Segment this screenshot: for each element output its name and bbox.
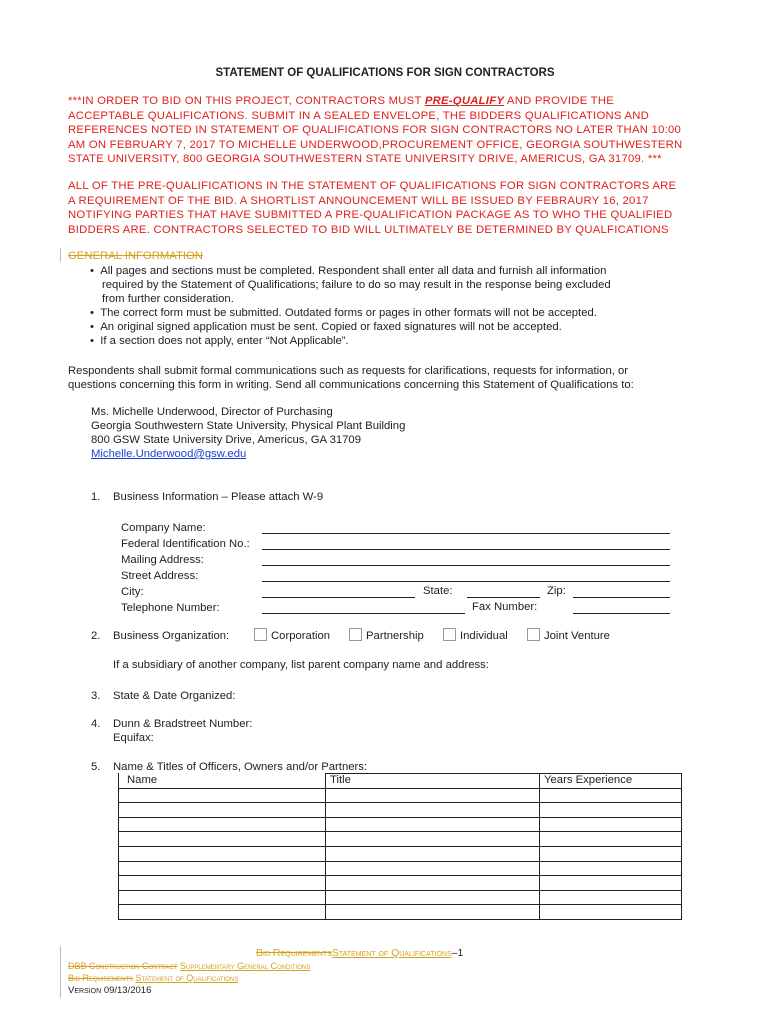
table-row (119, 817, 682, 832)
notice-line: STATE UNIVERSITY, 800 GEORGIA SOUTHWESTERN STATE UNIVERSITY DRIVE, AMERICUS, GA 31709. *** (68, 153, 662, 165)
notice-line: NOTIFYING PARTIES THAT HAVE SUBMITTED A PRE-QUALIFICATION PACKAGE AS TO WHO THE QUALIFIED (68, 209, 673, 221)
state-label: State: (423, 585, 453, 597)
contact-email-link[interactable]: Michelle.Underwood@gsw.edu (91, 448, 247, 460)
table-row (119, 861, 682, 876)
respondents-paragraph (68, 365, 634, 393)
city-label: City: (121, 586, 144, 598)
telephone-label: Telephone Number: (121, 602, 220, 614)
column-header-years: Years Experience (540, 774, 682, 789)
table-row (119, 788, 682, 803)
list-item: • An original signed application must be sent. Copied or faxed signatures will not be accepted. (90, 321, 562, 333)
notice-line: ALL OF THE PRE-QUALIFICATIONS IN THE STATEMENT OF QUALIFICATIONS FOR SIGN CONTRACTORS ARE (68, 180, 677, 192)
table-row (119, 890, 682, 905)
equifax-label: Equifax: (113, 732, 154, 744)
zip-label: Zip: (547, 585, 566, 597)
column-header-title: Title (326, 774, 540, 789)
notice-line: REFERENCES NOTED IN STATEMENT OF QUALIFICATIONS FOR SIGN CONTRACTORS NO LATER THAN 10:00 (68, 124, 682, 136)
notice-line: BIDDERS ARE. CONTRACTORS SELECTED TO BID WILL ULTIMATELY BE DETERMINED BY QUALFICATIONS (68, 223, 669, 236)
business-info-labels (121, 520, 250, 616)
list-item-cont: from further consideration. (102, 293, 234, 305)
footer-page-label: Bid RequirementsStatement of Qualifications–1 (256, 947, 464, 959)
contact-address: 800 GSW State University Drive, Americus, GA 31709 (91, 434, 361, 446)
prequalify-notice (68, 95, 682, 168)
joint-venture-checkbox[interactable]: Joint Venture (527, 628, 610, 642)
fein-label: Federal Identification No.: (121, 538, 250, 550)
dnb-label: Dunn & Bradstreet Number: (113, 718, 253, 730)
footer-line-2: DBB Construction Contract Supplementary General Conditions (68, 961, 311, 971)
change-bar (60, 248, 61, 262)
section-number: 5. (91, 761, 101, 773)
table-row (119, 832, 682, 847)
contact-org: Georgia Southwestern State University, Physical Plant Building (91, 420, 406, 432)
mailing-address-label: Mailing Address: (121, 554, 204, 566)
column-header-name: Name (119, 774, 326, 789)
telephone-field[interactable] (262, 613, 465, 614)
table-row (119, 905, 682, 920)
paragraph-line: Respondents shall submit formal communications such as requests for clarifications, requests for information, or (68, 365, 629, 377)
paragraph-line: questions concerning this form in writing. Send all communications concerning this Statement of Qualifications to: (68, 379, 634, 391)
company-name-label: Company Name: (121, 522, 206, 534)
section-number: 1. (91, 491, 101, 503)
section-number: 2. (91, 630, 101, 642)
officers-table (118, 773, 682, 920)
fein-field[interactable] (262, 549, 670, 550)
table-row (119, 846, 682, 861)
section-1-heading: Business Information – Please attach W-9 (113, 491, 324, 503)
section-3-heading: State & Date Organized: (113, 690, 236, 702)
list-item: • The correct form must be submitted. Outdated forms or pages in other formats will not be accepted. (90, 307, 597, 319)
notice-text: AND PROVIDE THE (504, 95, 615, 107)
section-number: 3. (91, 690, 101, 702)
notice-line: ACCEPTABLE QUALIFICATIONS. SUBMIT IN A SEALED ENVELOPE, THE BIDDERS QUALIFICATIONS AND (68, 109, 650, 122)
general-info-heading: GENERAL INFORMATION (68, 250, 203, 262)
notice-line: A REQUIREMENT OF THE BID. A SHORTLIST ANNOUNCEMENT WILL BE ISSUED BY FEBRAURY 16, 2017 (68, 194, 649, 207)
street-address-field[interactable] (262, 581, 670, 582)
footer-line-3: Bid Requirements Statement of Qualifications (68, 973, 239, 983)
prequalify-emphasis: PRE-QUALIFY (424, 95, 505, 107)
table-row (119, 803, 682, 818)
list-item: • All pages and sections must be completed. Respondent shall enter all data and furnish all information (90, 265, 607, 277)
shortlist-notice (68, 180, 676, 238)
company-name-field[interactable] (262, 533, 670, 534)
state-field[interactable] (467, 597, 540, 598)
street-address-label: Street Address: (121, 570, 199, 582)
list-item-cont: required by the Statement of Qualifications; failure to do so may result in the response being excluded (102, 279, 611, 291)
section-2-heading: Business Organization: (113, 630, 230, 642)
partnership-checkbox[interactable]: Partnership (349, 628, 424, 642)
contact-block (91, 406, 405, 462)
section-number: 4. (91, 718, 101, 730)
list-item: • If a section does not apply, enter “Not Applicable”. (90, 335, 349, 347)
page-title: STATEMENT OF QUALIFICATIONS FOR SIGN CONTRACTORS (215, 67, 555, 79)
footer-version: Version 09/13/2016 (68, 985, 152, 996)
fax-label: Fax Number: (472, 601, 538, 613)
notice-text: ***IN ORDER TO BID ON THIS PROJECT, CONTRACTORS MUST (68, 95, 425, 107)
table-header-row (119, 774, 682, 789)
contact-name: Ms. Michelle Underwood, Director of Purchasing (91, 406, 333, 418)
corporation-checkbox[interactable]: Corporation (254, 628, 330, 642)
change-bar (60, 946, 61, 998)
subsidiary-label: If a subsidiary of another company, list parent company name and address: (113, 659, 489, 671)
notice-line: AM ON FEBRUARY 7, 2017 TO MICHELLE UNDERWOOD,PROCUREMENT OFFICE, GEORGIA SOUTHWESTERN (68, 138, 683, 151)
fax-field[interactable] (573, 613, 670, 614)
general-info-list (90, 265, 611, 349)
city-field[interactable] (262, 597, 415, 598)
mailing-address-field[interactable] (262, 565, 670, 566)
individual-checkbox[interactable]: Individual (443, 628, 508, 642)
table-row (119, 876, 682, 891)
zip-field[interactable] (573, 597, 670, 598)
section-5-heading: Name & Titles of Officers, Owners and/or Partners: (113, 761, 368, 773)
